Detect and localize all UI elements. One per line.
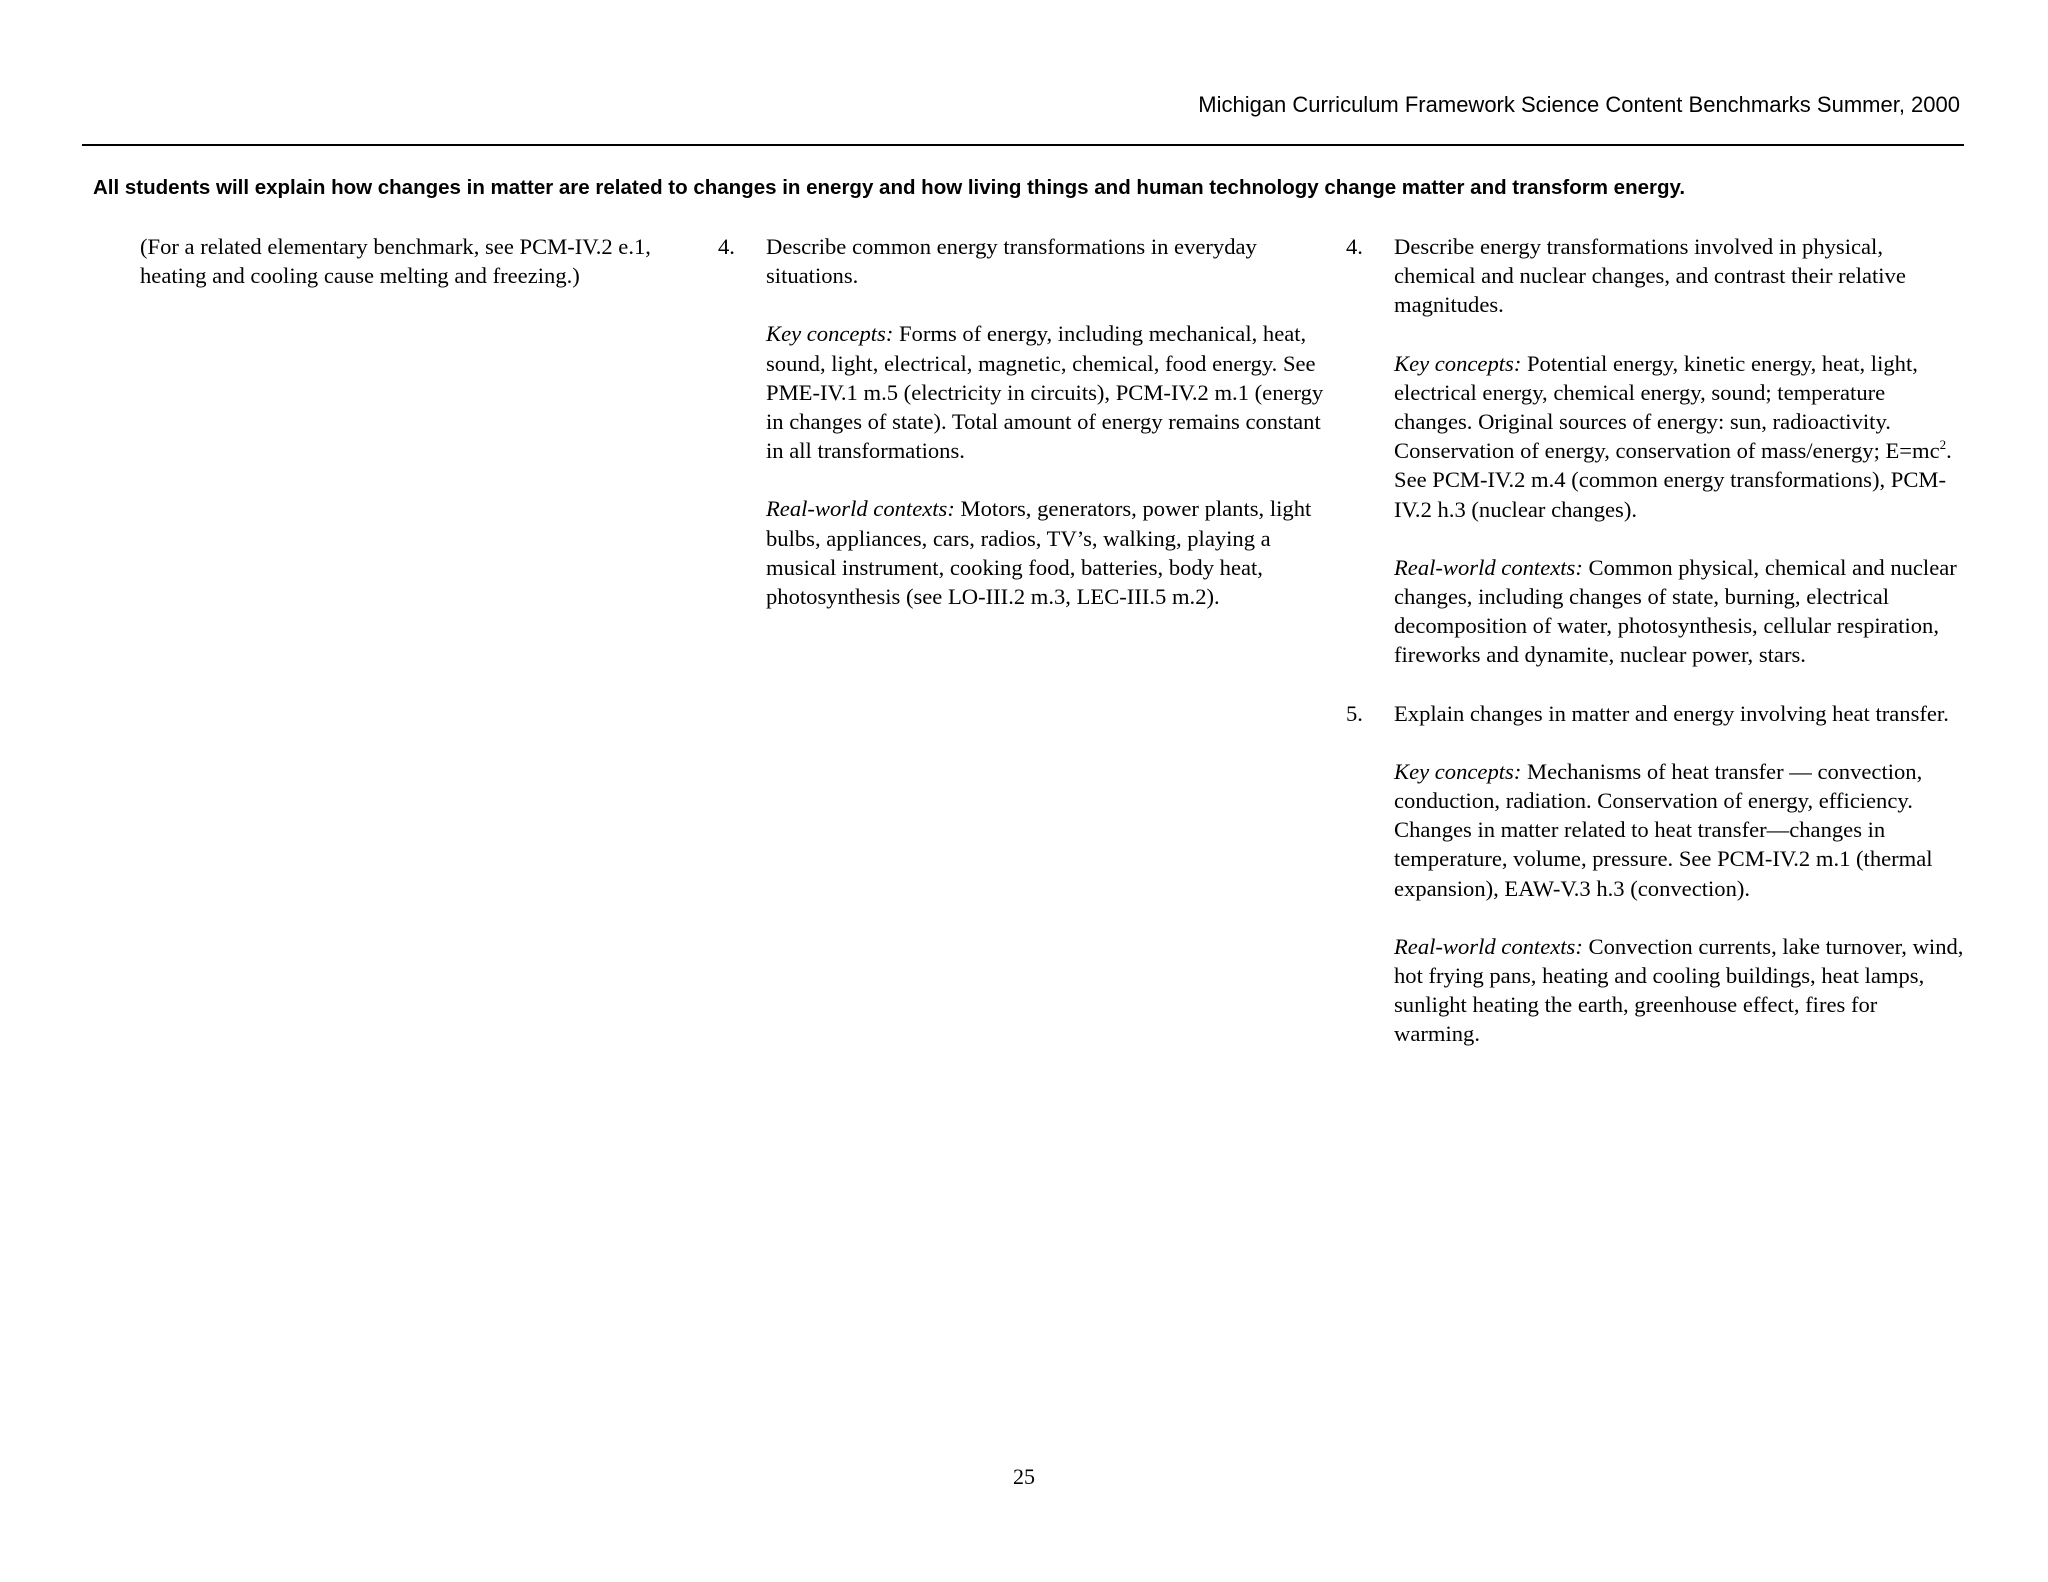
elementary-note: (For a related elementary benchmark, see PCM-IV.2 e.1, heating and cooling cause melting and freezing.) — [140, 234, 651, 289]
real-world-contexts-label: Real-world contexts: — [1394, 554, 1583, 580]
benchmark-number: 4. — [1346, 234, 1363, 259]
real-world-contexts — [766, 494, 1328, 611]
key-concepts-text: Forms of energy, including mechanical, heat, sound, light, electrical, magnetic, chemical, food energy. See PME-IV.1 m.5 (electricity in circuits), PCM-IV.2 m.1 (energy in changes of state). Total amount of energy remains constant in all transformations. — [766, 321, 1324, 464]
real-world-contexts-text: Motors, generators, power plants, light bulbs, appliances, cars, radios, TV’s, walking, playing a musical instrument, cooking food, batteries, body heat, photosynthesis (see LO-III.2 m.3, LEC-III.5 m.2). — [766, 496, 1312, 610]
header-divider — [82, 144, 1964, 146]
middle-school-column — [718, 232, 1328, 640]
standard-statement: All students will explain how changes in matter are related to changes in energy and how living things and human technology change matter and transform energy. — [93, 176, 1686, 199]
real-world-contexts-text: Common physical, chemical and nuclear changes, including changes of state, burning, electrical decomposition of water, photosynthesis, cellular respiration, fireworks and dynamite, nuclear power, stars. — [1394, 554, 1957, 668]
benchmark-item — [718, 232, 1328, 611]
page-number: 25 — [1013, 1464, 1035, 1489]
superscript-exponent: 2 — [1939, 437, 1947, 453]
benchmark-number: 4. — [718, 234, 735, 259]
real-world-contexts-text: Convection currents, lake turnover, wind, hot frying pans, heating and cooling buildings, heat lamps, sunlight heating the earth, greenhouse effect, fires for warming. — [1394, 933, 1964, 1047]
key-concepts — [766, 319, 1328, 465]
high-school-column — [1346, 232, 1966, 1078]
key-concepts-text: Mechanisms of heat transfer — convection, conduction, radiation. Conservation of energy, efficiency. Changes in matter related to heat transfer—changes in temperature, volume, pressure. See PCM-IV.2 m.1 (thermal expansion), EAW-V.3 h.3 (convection). — [1394, 758, 1933, 901]
key-concepts-label: Key concepts: — [1394, 350, 1522, 376]
real-world-contexts — [1394, 553, 1966, 670]
benchmark-statement: Describe common energy transformations in everyday situations. — [766, 234, 1257, 289]
key-concepts-text: Potential energy, kinetic energy, heat, light, electrical energy, chemical energy, sound; temperature changes. Original sources of energy: sun, radioactivity. Conservation of energy, conservation of mass/energy; E=mc — [1394, 350, 1940, 464]
real-world-contexts-label: Real-world contexts: — [1394, 933, 1583, 959]
key-concepts — [1394, 349, 1966, 524]
real-world-contexts-label: Real-world contexts: — [766, 496, 955, 522]
elementary-column — [140, 232, 700, 290]
key-concepts — [1394, 757, 1966, 903]
key-concepts-text-continued: . See PCM-IV.2 m.4 (common energy transformations), PCM-IV.2 h.3 (nuclear changes). — [1394, 438, 1952, 522]
benchmark-number: 5. — [1346, 700, 1363, 726]
benchmark-statement: Explain changes in matter and energy involving heat transfer. — [1394, 700, 1949, 726]
benchmark-item — [1346, 232, 1966, 670]
page-header-title: Michigan Curriculum Framework Science Content Benchmarks Summer, 2000 — [1198, 92, 1960, 117]
key-concepts-label: Key concepts: — [766, 321, 894, 347]
key-concepts-label: Key concepts: — [1394, 758, 1522, 784]
real-world-contexts — [1394, 932, 1966, 1049]
benchmark-item — [1346, 699, 1966, 1049]
benchmark-statement: Describe energy transformations involved in physical, chemical and nuclear changes, and contrast their relative magnitudes. — [1394, 234, 1906, 318]
